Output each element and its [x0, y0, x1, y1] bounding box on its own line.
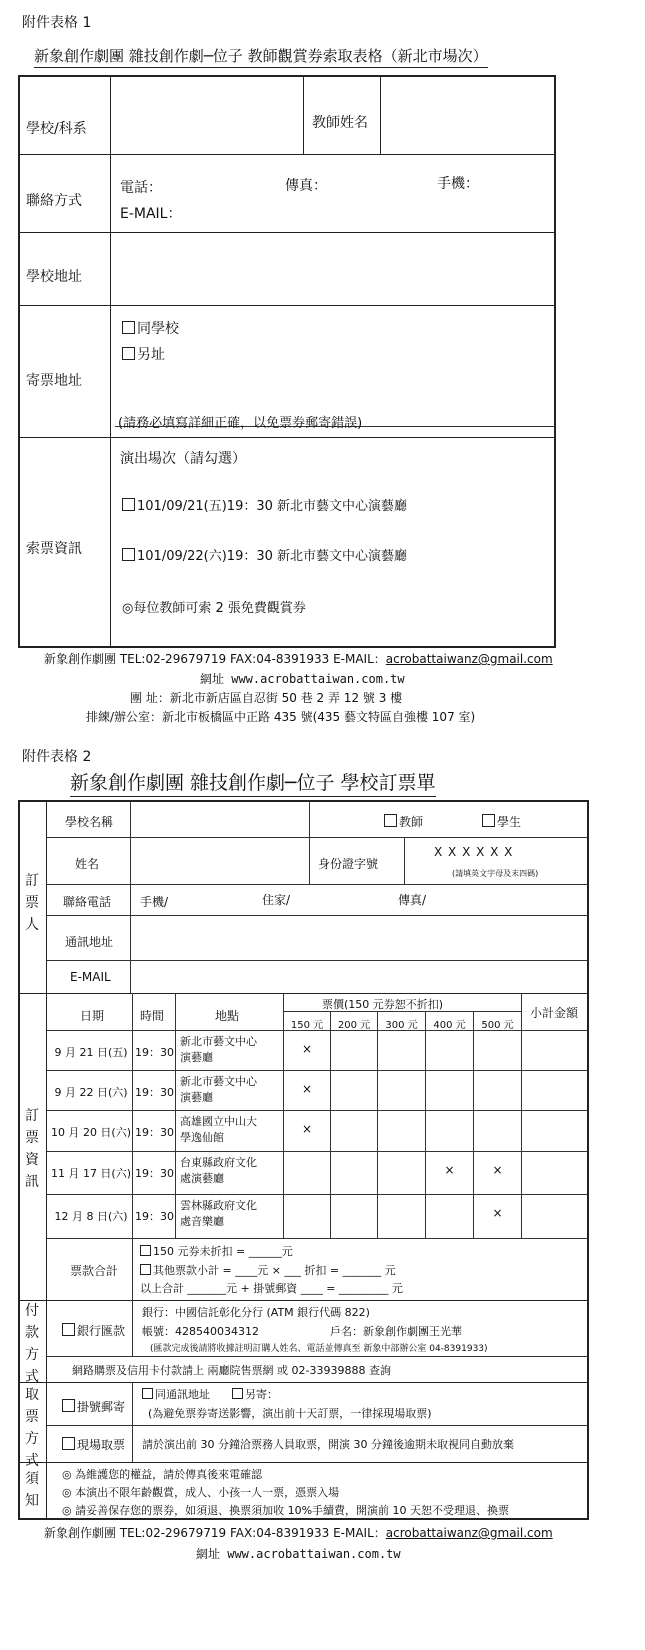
fax-field[interactable]: 傳真/ [398, 893, 427, 907]
bank-account-name: 戶名：新象創作劇團王光華 [330, 1325, 462, 1338]
form1-footer-email[interactable]: acrobattaiwanz@gmail.com [385, 652, 553, 666]
show-venue: 新北市藝文中心演藝廳 [180, 1075, 257, 1104]
subtotal-cell[interactable] [523, 1153, 585, 1187]
col-date-header: 日期 [80, 1009, 105, 1023]
other-address-option[interactable]: 另址 [122, 344, 165, 364]
bank-name: 銀行：中國信託彰化分行 (ATM 銀行代碼 822) [142, 1306, 370, 1319]
pickup-same-address-option[interactable]: 同通訊地址 [142, 1386, 210, 1402]
ticket-qty-cell[interactable]: × [492, 1163, 503, 1177]
fax-label: 傳真： [285, 178, 327, 194]
mail-address-label: 寄票地址 [26, 373, 82, 389]
show-time: 19：30 [135, 1210, 174, 1223]
total-other-checkbox[interactable] [140, 1264, 151, 1275]
ticket-limit-note: ◎每位教師可索 2 張免費觀賞券 [122, 601, 306, 616]
school-department-label: 學校/科系 [26, 121, 87, 137]
form2-footer-contact: 新象創作劇團 TEL:02-29679719 FAX:04-8391933 E-MAIL：acrobattaiwanz@gmail.com [44, 1526, 553, 1540]
ticket-qty-cell[interactable]: × [301, 1042, 313, 1056]
mobile-field[interactable]: 手機/ [140, 895, 169, 909]
other-address-checkbox[interactable] [122, 347, 135, 360]
show-select-heading: 演出場次（請勾選） [120, 451, 246, 467]
show-0922-checkbox[interactable] [122, 548, 135, 561]
student-option[interactable]: 學生 [482, 813, 521, 830]
mailing-address-label: 通訊地址 [65, 935, 114, 949]
form2-attachment-label: 附件表格 2 [22, 749, 92, 765]
same-school-option[interactable]: 同學校 [122, 318, 179, 338]
form1-footer-address: 團 址：新北市新店區自忍街 50 巷 2 弄 12 號 3 樓 [130, 691, 403, 705]
form2-title: 新象創作劇團 雜技創作劇─位子 學校訂票單 [70, 768, 436, 797]
show-time: 19：30 [135, 1126, 174, 1139]
show-venue: 高雄國立中山大學逸仙館 [180, 1115, 257, 1144]
email-label: E-MAIL： [120, 206, 182, 222]
registered-mail-checkbox[interactable] [62, 1399, 75, 1412]
col-venue-header: 地點 [215, 1009, 240, 1023]
show-time: 19：30 [135, 1046, 174, 1059]
notice-item: ◎ 本演出不限年齡觀賞，成人、小孩一人一票，憑票入場 [62, 1486, 340, 1499]
subtotal-cell[interactable] [523, 1032, 585, 1066]
subtotal-cell[interactable] [523, 1072, 585, 1106]
ticket-qty-cell[interactable]: × [301, 1082, 313, 1096]
ticket-qty-cell[interactable]: × [444, 1163, 455, 1177]
show-date: 9 月 21 日(五) [54, 1046, 128, 1059]
pickup-other-checkbox[interactable] [232, 1388, 243, 1399]
teacher-name-field[interactable] [383, 80, 553, 150]
notice-item: ◎ 請妥善保存您的票券，如須退、換票須加收 10%手續費，開演前 10 天恕不受理退、換票 [62, 1504, 510, 1517]
booker-email-field[interactable] [133, 963, 583, 989]
contact-label: 聯絡方式 [26, 193, 82, 209]
form2-footer-website: 網址 www.acrobattaiwan.com.tw [196, 1547, 401, 1561]
ticket-total-label: 票款合計 [70, 1264, 119, 1278]
onsite-pickup-checkbox[interactable] [62, 1437, 75, 1450]
col-time-header: 時間 [140, 1009, 165, 1023]
price-header: 200 元 [337, 1020, 371, 1031]
show-option-0922[interactable]: 101/09/22(六)19：30 新北市藝文中心演藝廳 [122, 545, 407, 564]
mail-note: (請務必填寫詳細正確，以免票券郵寄錯誤) [118, 416, 363, 431]
student-checkbox[interactable] [482, 814, 495, 827]
ticket-qty-cell[interactable] [331, 1206, 377, 1222]
ticket-qty-cell[interactable] [378, 1163, 425, 1179]
onsite-pickup-option[interactable]: 現場取票 [62, 1436, 125, 1453]
price-header: 150 元 [290, 1020, 324, 1031]
ticket-qty-cell[interactable] [331, 1163, 377, 1179]
show-date: 11 月 17 日(六) [50, 1167, 132, 1180]
school-name-label: 學校名稱 [65, 815, 114, 829]
online-purchase-note: 網路購票及信用卡付款請上 兩廳院售票網 或 02-33939888 查詢 [72, 1364, 391, 1377]
ticket-qty-cell[interactable] [426, 1122, 473, 1138]
show-time: 19：30 [135, 1167, 174, 1180]
ticket-qty-cell[interactable] [331, 1042, 377, 1058]
pickup-other-option[interactable]: 另寄： [232, 1386, 278, 1402]
ticket-qty-cell[interactable] [474, 1042, 521, 1058]
registered-mail-option[interactable]: 掛號郵寄 [62, 1398, 125, 1415]
home-phone-field[interactable]: 住家/ [262, 893, 291, 907]
bank-transfer-checkbox[interactable] [62, 1323, 75, 1336]
teacher-checkbox[interactable] [384, 814, 397, 827]
notice-section-label: 須 知 [25, 1471, 39, 1509]
id-number-mask[interactable]: X X X X X X [434, 845, 514, 859]
pickup-same-address-checkbox[interactable] [142, 1388, 153, 1399]
phone-label: 電話： [120, 180, 162, 196]
show-date: 10 月 20 日(六) [50, 1126, 132, 1139]
show-venue: 雲林縣政府文化處音樂廳 [180, 1199, 257, 1228]
teacher-name-label: 教師姓名 [312, 115, 368, 131]
ticket-qty-cell[interactable] [378, 1206, 425, 1222]
ticket-qty-cell[interactable] [378, 1122, 425, 1138]
registered-mail-note: (為避免票券寄送影響，演出前十天訂票，一律採現場取票) [148, 1407, 432, 1420]
price-header: 500 元 [481, 1020, 514, 1031]
school-department-field[interactable] [112, 80, 300, 150]
price-header: 400 元 [433, 1020, 466, 1031]
show-date: 12 月 8 日(六) [54, 1210, 128, 1223]
price-header: 300 元 [385, 1020, 418, 1031]
ticket-info-label: 索票資訊 [26, 541, 82, 557]
ticket-qty-cell[interactable] [474, 1122, 521, 1138]
show-venue: 台東縣政府文化處演藝廳 [180, 1156, 257, 1185]
notice-item: ◎ 為維護您的權益，請於傳真後來電確認 [62, 1468, 263, 1481]
show-venue: 新北市藝文中心演藝廳 [180, 1035, 257, 1064]
ticket-section-label: 訂 票 資 訊 [25, 1108, 39, 1190]
ticket-qty-cell[interactable] [426, 1082, 473, 1098]
form1-footer-office: 排練/辦公室：新北市板橋區中正路 435 號(435 藝文特區自強樓 107 室) [86, 710, 476, 724]
ticket-qty-cell[interactable]: × [301, 1122, 313, 1136]
show-time: 19：30 [135, 1086, 174, 1099]
ticket-qty-cell[interactable] [426, 1042, 473, 1058]
ticket-qty-cell[interactable] [284, 1163, 330, 1179]
id-number-note: (請填英文字母及末四碼) [452, 869, 539, 878]
total-line-other[interactable]: 其他票款小計 = ____元 × ___ 折扣 = _______ 元 [140, 1262, 396, 1278]
pickup-section-label: 取 票 方 式 [25, 1387, 39, 1469]
ticket-qty-cell[interactable] [378, 1042, 425, 1058]
bank-transfer-option[interactable]: 銀行匯款 [62, 1322, 125, 1339]
mailing-address-field[interactable] [133, 918, 583, 956]
col-price-header: 票價(150 元券恕不折扣) [322, 998, 444, 1011]
school-name-field[interactable] [133, 805, 305, 833]
total-line-150[interactable]: 150 元券未折扣 = ______元 [140, 1243, 293, 1259]
mobile-label: 手機： [437, 176, 479, 192]
bank-note: (匯款完成後請將收據註明訂購人姓名、電話並傳真至 新象中部辦公室 04-8391933) [150, 1344, 488, 1354]
subtotal-cell[interactable] [523, 1112, 585, 1146]
booker-section-label: 訂 票 人 [25, 873, 39, 933]
bank-account: 帳號：428540034312 [142, 1325, 259, 1338]
same-school-checkbox[interactable] [122, 321, 135, 334]
subtotal-cell[interactable] [523, 1196, 585, 1230]
form1-footer-website: 網址 www.acrobattaiwan.com.tw [200, 672, 405, 686]
payment-section-label: 付 款 方 式 [25, 1303, 39, 1385]
ticket-qty-cell[interactable] [474, 1082, 521, 1098]
total-line-sum[interactable]: 以上合計 _______元 + 掛號郵資 ____ = _________ 元 [140, 1282, 403, 1295]
total-150-checkbox[interactable] [140, 1245, 151, 1256]
form1-footer-contact: 新象創作劇團 TEL:02-29679719 FAX:04-8391933 E-MAIL：acrobattaiwanz@gmail.com [44, 652, 553, 666]
school-address-field[interactable] [112, 236, 552, 300]
contact-phone-label: 聯絡電話 [63, 895, 112, 909]
ticket-qty-cell[interactable] [426, 1206, 473, 1222]
show-option-0921[interactable]: 101/09/21(五)19：30 新北市藝文中心演藝廳 [122, 495, 407, 514]
teacher-option[interactable]: 教師 [384, 813, 423, 830]
form2-footer-email[interactable]: acrobattaiwanz@gmail.com [385, 1526, 553, 1540]
name-label: 姓名 [75, 857, 100, 871]
form1-title: 新象創作劇團 雜技創作劇─位子 教師觀賞券索取表格（新北市場次） [34, 45, 488, 68]
show-date: 9 月 22 日(六) [54, 1086, 128, 1099]
name-field[interactable] [133, 840, 305, 880]
school-address-label: 學校地址 [26, 269, 82, 285]
onsite-pickup-note: 請於演出前 30 分鐘洽票務人員取票，開演 30 分鐘後逾期未取視同自動放棄 [142, 1438, 514, 1451]
show-0921-checkbox[interactable] [122, 498, 135, 511]
ticket-qty-cell[interactable] [378, 1082, 425, 1098]
ticket-qty-cell[interactable] [331, 1122, 377, 1138]
ticket-qty-cell[interactable] [331, 1082, 377, 1098]
ticket-qty-cell[interactable]: × [492, 1206, 503, 1220]
col-subtotal-header: 小計金額 [530, 1006, 579, 1020]
id-number-label: 身份證字號 [318, 857, 379, 871]
form1-attachment-label: 附件表格 1 [22, 15, 92, 31]
booker-email-label: E-MAIL [70, 970, 111, 984]
ticket-qty-cell[interactable] [284, 1206, 330, 1222]
